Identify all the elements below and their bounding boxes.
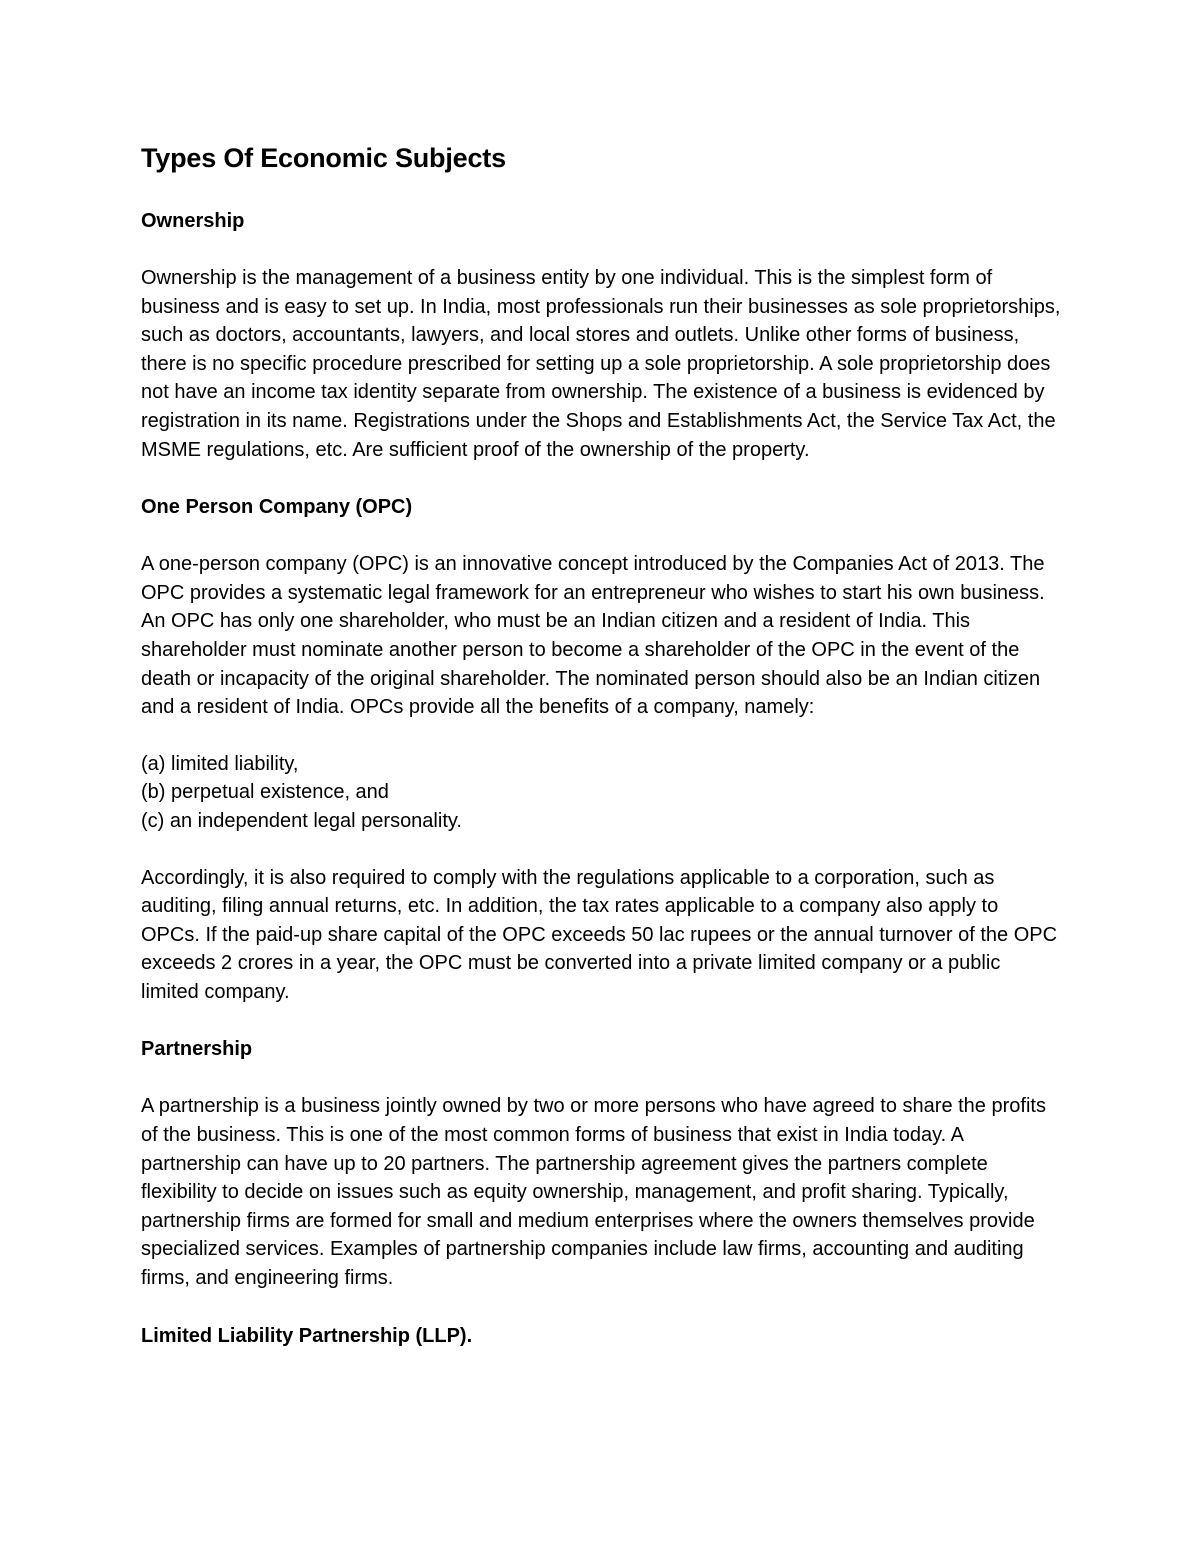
- section-heading-partnership: Partnership: [141, 1038, 253, 1061]
- list-item: (b) perpetual existence, and: [141, 781, 389, 804]
- page-title: Types Of Economic Subjects: [141, 143, 506, 173]
- document-body: [141, 140, 1061, 1350]
- paragraph-opc-compliance: Accordingly, it is also required to comply with the regulations applicable to a corporation, such as auditing, filing annual returns, etc. In addition, the tax rates applicable to a company also apply to OPCs. If the paid-up share capital of the OPC exceeds 50 lac rupees or the annual turnover of the OPC exceeds 2 crores in a year, the OPC must be converted into a private limited company or a public limited company.: [141, 866, 1058, 1003]
- list-item: (a) limited liability,: [141, 752, 299, 775]
- opc-benefits-list: [141, 750, 1061, 836]
- section-heading-llp: Limited Liability Partnership (LLP).: [141, 1324, 473, 1347]
- list-item: (c) an independent legal personality.: [141, 809, 462, 832]
- paragraph-ownership: Ownership is the management of a business entity by one individual. This is the simplest form of business and is easy to set up. In India, most professionals run their businesses as sole proprietorships, such as doctors, accountants, lawyers, and local stores and outlets. Unlike other forms of business, there is no specific procedure prescribed for setting up a sole proprietorship. A sole proprietorship does not have an income tax identity separate from ownership. The existence of a business is evidenced by registration in its name. Registrations under the Shops and Establishments Act, the Service Tax Act, the MSME regulations, etc. Are sufficient proof of the ownership of the property.: [141, 267, 1061, 461]
- paragraph-opc: A one-person company (OPC) is an innovative concept introduced by the Companies Act of 2013. The OPC provides a systematic legal framework for an entrepreneur who wishes to start his own business. An OPC has only one shareholder, who must be an Indian citizen and a resident of India. This shareholder must nominate another person to become a shareholder of the OPC in the event of the death or incapacity of the original shareholder. The nominated person should also be an Indian citizen and a resident of India. OPCs provide all the benefits of a company, namely:: [141, 553, 1045, 719]
- paragraph-partnership: A partnership is a business jointly owned by two or more persons who have agreed to share the profits of the business. This is one of the most common forms of business that exist in India today. A partnership can have up to 20 partners. The partnership agreement gives the partners complete flexibility to decide on issues such as equity ownership, management, and profit sharing. Typically, partnership firms are formed for small and medium enterprises where the owners themselves provide specialized services. Examples of partnership companies include law firms, accounting and auditing firms, and engineering firms.: [141, 1095, 1046, 1290]
- section-heading-ownership: Ownership: [141, 210, 245, 232]
- section-heading-opc: One Person Company (OPC): [141, 496, 413, 519]
